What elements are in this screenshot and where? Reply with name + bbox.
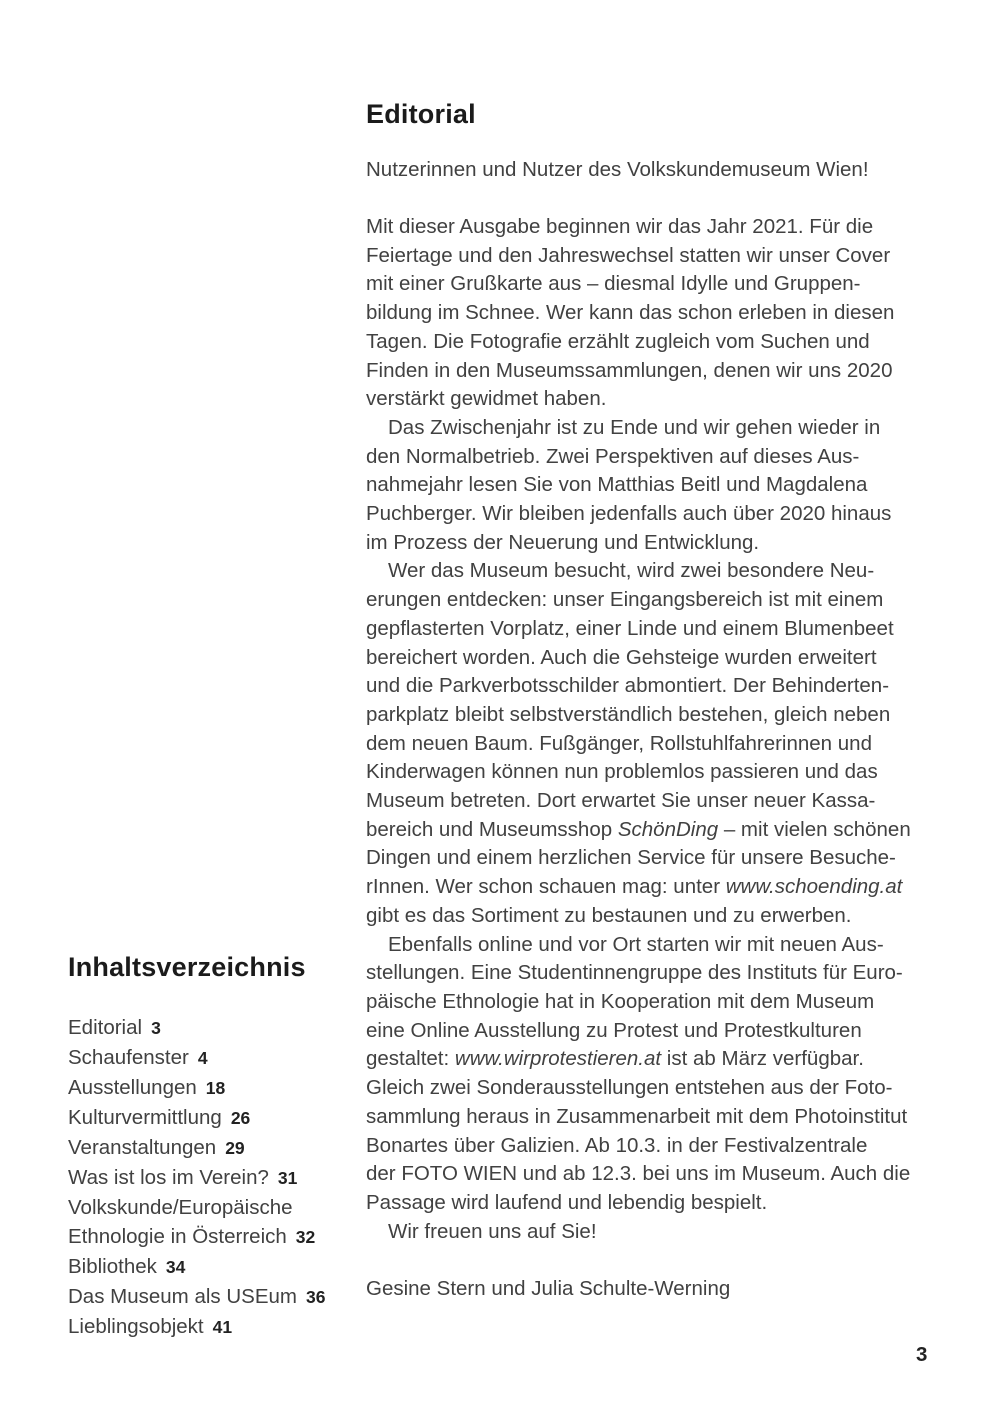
body-text: ist ab März verfügbar. xyxy=(661,1047,864,1071)
toc-item-page: 31 xyxy=(277,1168,298,1188)
body-text: im Prozess der Neuerung und Entwicklung. xyxy=(366,530,760,554)
body-text: bereichert worden. Auch die Gehsteige wurden erweitert xyxy=(366,645,877,669)
toc-item xyxy=(68,1043,325,1073)
toc-item-label: Was ist los im Verein? xyxy=(68,1166,269,1189)
body-line xyxy=(366,500,911,529)
body-text: gestaltet: xyxy=(366,1047,455,1071)
body-line xyxy=(366,902,911,931)
body-line xyxy=(366,443,911,472)
body-line xyxy=(366,787,911,816)
toc-item-page: 34 xyxy=(165,1257,186,1277)
body-text: rInnen. Wer schon schauen mag: unter xyxy=(366,875,726,899)
body-text: verstärkt gewidmet haben. xyxy=(366,387,607,411)
body-text: sammlung heraus in Zusammenarbeit mit dem Photoinstitut xyxy=(366,1104,908,1128)
body-line xyxy=(366,988,911,1017)
body-text: dem neuen Baum. Fußgänger, Rollstuhlfahrerinnen und xyxy=(366,731,872,755)
body-text: nahmejahr lesen Sie von Matthias Beitl und Magdalena xyxy=(366,473,868,497)
body-line xyxy=(366,873,911,902)
toc-item-label: Editorial xyxy=(68,1016,143,1039)
toc-item-label: Veranstaltungen xyxy=(68,1136,217,1159)
toc-item xyxy=(68,1163,325,1193)
toc-item xyxy=(68,1103,325,1133)
body-line xyxy=(366,959,911,988)
body-line xyxy=(366,270,911,299)
toc-item-page: 18 xyxy=(205,1078,226,1098)
body-line xyxy=(366,615,911,644)
body-text: Bonartes über Galizien. Ab 10.3. in der Festivalzentrale xyxy=(366,1133,868,1157)
body-text: Finden in den Museumssammlungen, denen wir uns 2020 xyxy=(366,358,893,382)
body-text: Ebenfalls online und vor Ort starten wir mit neuen Aus- xyxy=(388,932,884,956)
body-line xyxy=(366,357,911,386)
toc-item-page: 29 xyxy=(225,1138,245,1158)
body-line xyxy=(366,931,911,960)
body-text: päische Ethnologie hat in Kooperation mit dem Museum xyxy=(366,989,875,1013)
body-text: – mit vielen schönen xyxy=(718,817,911,841)
body-text: Wir freuen uns auf Sie! xyxy=(388,1219,597,1243)
body-line xyxy=(366,644,911,673)
toc-item-page: 3 xyxy=(151,1018,161,1038)
body-text: den Normalbetrieb. Zwei Perspektiven auf dieses Aus- xyxy=(366,444,860,468)
toc-item xyxy=(68,1252,325,1282)
body-text: Gleich zwei Sonderausstellungen entstehen aus der Foto- xyxy=(366,1076,893,1100)
body-line xyxy=(366,1132,911,1161)
body-text: gibt es das Sortiment zu bestaunen und zu erwerben. xyxy=(366,903,852,927)
body-text: Kinderwagen können nun problemlos passieren und das xyxy=(366,760,878,784)
body-text: erungen entdecken: unser Eingangsbereich ist mit einem xyxy=(366,588,884,612)
page-number: 3 xyxy=(916,1343,928,1366)
body-line xyxy=(366,1017,911,1046)
toc-item-label: Ausstellungen xyxy=(68,1076,197,1099)
editorial-heading: Editorial xyxy=(366,99,476,129)
body-text: Tagen. Die Fotografie erzählt zugleich vom Suchen und xyxy=(366,329,870,353)
toc-item xyxy=(68,1222,325,1252)
body-line xyxy=(366,471,911,500)
body-line xyxy=(366,586,911,615)
toc-item xyxy=(68,1073,325,1103)
body-line xyxy=(366,1103,911,1132)
body-line xyxy=(366,1218,911,1247)
body-text: Passage wird laufend und lebendig bespielt. xyxy=(366,1190,768,1214)
toc-item-label: Schaufenster xyxy=(68,1046,189,1069)
body-line xyxy=(366,672,911,701)
body-line xyxy=(366,328,911,357)
body-text: mit einer Grußkarte aus – diesmal Idylle und Gruppen- xyxy=(366,272,861,296)
body-line xyxy=(366,844,911,873)
toc-heading: Inhaltsverzeichnis xyxy=(68,952,306,982)
body-text: gepflasterten Vorplatz, einer Linde und einem Blumenbeet xyxy=(366,616,894,640)
salutation: Nutzerinnen und Nutzer des Volkskundemuseum Wien! xyxy=(366,158,869,181)
body-italic-text: www.wirprotestieren.at xyxy=(454,1047,662,1071)
body-text: Museum betreten. Dort erwartet Sie unser neuer Kassa- xyxy=(366,789,876,813)
body-text: Puchberger. Wir bleiben jedenfalls auch über 2020 hinaus xyxy=(366,502,892,526)
body-text: der FOTO WIEN und ab 12.3. bei uns im Museum. Auch die xyxy=(366,1162,911,1186)
body-line xyxy=(366,213,911,242)
body-line xyxy=(366,557,911,586)
body-text: parkplatz bleibt selbstverständlich bestehen, gleich neben xyxy=(366,702,891,726)
toc-item-label: Lieblingsobjekt xyxy=(68,1315,204,1338)
body-text: bildung im Schnee. Wer kann das schon erleben in diesen xyxy=(366,301,895,325)
toc-item-page: 36 xyxy=(305,1287,326,1307)
body-line xyxy=(366,385,911,414)
toc-item-label: Volkskunde/Europäische xyxy=(68,1196,293,1219)
toc-item xyxy=(68,1133,325,1163)
body-text: und die Parkverbotsschilder abmontiert. Der Behinderten- xyxy=(366,674,890,698)
body-text: bereich und Museumsshop xyxy=(366,817,618,841)
toc-item xyxy=(68,1013,325,1043)
body-line xyxy=(366,730,911,759)
body-line xyxy=(366,299,911,328)
body-text: Mit dieser Ausgabe beginnen wir das Jahr 2021. Für die xyxy=(366,215,874,238)
body-line xyxy=(366,816,911,845)
body-text: eine Online Ausstellung zu Protest und Protestkulturen xyxy=(366,1018,862,1042)
body-line xyxy=(366,1074,911,1103)
body-text: Wer das Museum besucht, wird zwei besondere Neu- xyxy=(388,559,875,583)
body-line xyxy=(366,1045,911,1074)
body-line xyxy=(366,758,911,787)
signature: Gesine Stern und Julia Schulte-Werning xyxy=(366,1277,731,1300)
toc-item xyxy=(68,1312,325,1342)
body-text: stellungen. Eine Studentinnengruppe des Instituts für Euro- xyxy=(366,961,903,985)
toc-item-page: 26 xyxy=(230,1108,251,1128)
body-text: Feiertage und den Jahreswechsel statten wir unser Cover xyxy=(366,243,891,267)
body-italic-text: www.schoending.at xyxy=(725,875,903,899)
toc-list xyxy=(68,1013,325,1342)
editorial-body xyxy=(366,213,911,1246)
body-line xyxy=(366,242,911,271)
toc-item-page: 4 xyxy=(197,1048,208,1068)
body-line xyxy=(366,1189,911,1218)
toc-item-label: Ethnologie in Österreich xyxy=(68,1225,287,1248)
body-text: Das Zwischenjahr ist zu Ende und wir gehen wieder in xyxy=(388,415,881,439)
toc-item xyxy=(68,1282,325,1312)
body-text: Dingen und einem herzlichen Service für unsere Besuche- xyxy=(366,846,896,870)
body-line xyxy=(366,414,911,443)
body-line xyxy=(366,529,911,558)
body-line xyxy=(366,1160,911,1189)
toc-item xyxy=(68,1193,325,1222)
toc-item-label: Kulturvermittlung xyxy=(68,1106,222,1129)
toc-item-page: 41 xyxy=(212,1317,233,1337)
toc-item-label: Das Museum als USEum xyxy=(68,1285,297,1308)
body-italic-text: SchönDing xyxy=(617,817,719,841)
body-line xyxy=(366,701,911,730)
toc-item-label: Bibliothek xyxy=(68,1255,157,1278)
toc-item-page: 32 xyxy=(295,1227,316,1247)
